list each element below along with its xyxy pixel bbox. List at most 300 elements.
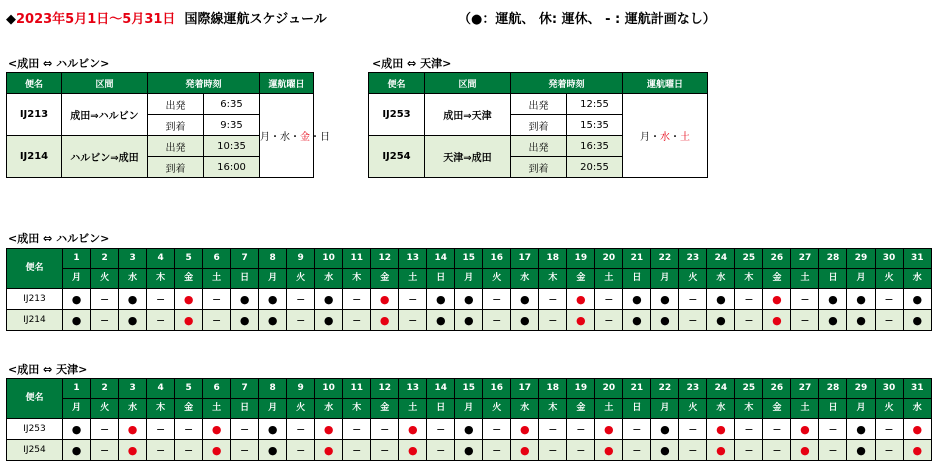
day-number: 25 (735, 379, 763, 399)
operating-dot-icon: ● (716, 313, 726, 327)
weekday: 金 (763, 399, 791, 419)
weekday: 金 (175, 399, 203, 419)
weekday: 木 (539, 399, 567, 419)
day-number: 24 (707, 379, 735, 399)
operating-dot-icon: ● (127, 422, 138, 436)
schedule-cell (623, 419, 651, 440)
schedule-cell (875, 289, 903, 310)
day-number: 23 (679, 379, 707, 399)
no-flight-dash: − (408, 313, 418, 327)
operating-dot-icon: ● (604, 443, 614, 457)
no-flight-dash: − (744, 443, 754, 457)
weekday: 火 (483, 269, 511, 289)
day-sep: ・ (670, 132, 681, 143)
weekday: 土 (791, 269, 819, 289)
day-number: 10 (315, 249, 343, 269)
schedule-cell (595, 310, 623, 331)
operating-dot-icon: ● (520, 292, 530, 306)
no-flight-dash: − (436, 443, 446, 457)
no-flight-dash: − (352, 443, 362, 457)
weekday: 木 (147, 269, 175, 289)
day-number: 22 (651, 249, 679, 269)
day-number: 31 (903, 379, 931, 399)
harbin-calendar-heading: <成田 ⇔ ハルビン> (8, 232, 110, 245)
weekday: 木 (735, 399, 763, 419)
schedule-cell (567, 289, 595, 310)
schedule-cell (287, 419, 315, 440)
no-flight-dash: − (155, 422, 166, 436)
weekday: 日 (231, 399, 259, 419)
no-flight-dash: − (352, 292, 362, 306)
operating-dot-icon: ● (435, 313, 446, 327)
weekday: 火 (875, 269, 903, 289)
schedule-cell (203, 289, 231, 310)
schedule-cell (511, 289, 539, 310)
no-flight-dash: − (884, 443, 894, 457)
dep-time: 12:55 (567, 94, 623, 115)
operating-dot-icon: ● (463, 292, 474, 306)
weekday: 火 (287, 399, 315, 419)
schedule-cell (875, 440, 903, 461)
no-flight-dash: − (352, 422, 362, 436)
schedule-cell (511, 310, 539, 331)
operating-dot-icon: ● (912, 292, 923, 306)
weekday: 木 (735, 269, 763, 289)
schedule-cell (567, 310, 595, 331)
weekday: 月 (847, 399, 875, 419)
schedule-cell (679, 440, 707, 461)
weekday: 土 (595, 269, 623, 289)
weekday: 水 (707, 269, 735, 289)
schedule-cell (399, 419, 427, 440)
no-flight-dash: − (212, 292, 222, 306)
schedule-cell (455, 289, 483, 310)
operating-dot-icon: ● (856, 313, 866, 327)
no-flight-dash: − (240, 422, 250, 436)
schedule-cell (651, 310, 679, 331)
weekday: 木 (343, 269, 371, 289)
operating-dot-icon: ● (407, 422, 418, 436)
operating-dot-icon: ● (576, 313, 586, 327)
schedule-cell (903, 310, 931, 331)
weekday: 水 (315, 269, 343, 289)
schedule-cell (707, 289, 735, 310)
col-section: 区間 (425, 73, 511, 94)
operating-dot-icon: ● (183, 313, 194, 327)
schedule-cell (427, 419, 455, 440)
weekday: 金 (175, 269, 203, 289)
col-times: 発着時刻 (511, 73, 623, 94)
schedule-cell (651, 440, 679, 461)
col-flight: 便名 (369, 73, 425, 94)
weekday: 火 (91, 269, 119, 289)
no-flight-dash: − (604, 292, 614, 306)
schedule-cell (623, 440, 651, 461)
tianjin-summary-heading: <成田 ⇔ 天津> (372, 57, 452, 70)
day-number: 12 (371, 249, 399, 269)
page-title (6, 8, 327, 27)
weekday: 土 (791, 399, 819, 419)
schedule-cell (343, 310, 371, 331)
day-number: 16 (483, 249, 511, 269)
day-number: 14 (427, 249, 455, 269)
day-number: 17 (511, 249, 539, 269)
weekday: 月 (259, 399, 287, 419)
operating-dot-icon: ● (660, 292, 670, 306)
schedule-cell (483, 440, 511, 461)
operating-dot-icon: ● (323, 292, 334, 306)
weekday: 火 (679, 269, 707, 289)
day-number: 10 (315, 379, 343, 399)
schedule-cell (343, 419, 371, 440)
schedule-cell (399, 440, 427, 461)
arr-time: 15:35 (567, 115, 623, 136)
weekday: 金 (567, 269, 595, 289)
operating-dot-icon: ● (800, 422, 810, 436)
no-flight-dash: − (744, 422, 754, 436)
legend-text: （●：運航、 休: 運休、 - : 運航計画なし） (458, 12, 716, 27)
schedule-cell (567, 440, 595, 461)
schedule-cell (343, 440, 371, 461)
no-flight-dash: − (828, 443, 838, 457)
weekday: 月 (259, 269, 287, 289)
schedule-cell (903, 440, 931, 461)
no-flight-dash: − (380, 443, 390, 457)
route: 天津⇒成田 (425, 136, 511, 178)
col-times: 発着時刻 (148, 73, 260, 94)
weekday: 火 (483, 399, 511, 419)
harbin-calendar-table (6, 248, 932, 331)
operating-dot-icon: ● (828, 292, 838, 306)
schedule-cell (455, 310, 483, 331)
route: 成田⇒天津 (425, 94, 511, 136)
day-number: 20 (595, 249, 623, 269)
operating-dot-icon: ● (660, 422, 670, 436)
no-flight-dash: − (828, 422, 838, 436)
schedule-cell (791, 289, 819, 310)
day-number: 3 (119, 249, 147, 269)
schedule-cell (903, 419, 931, 440)
schedule-cell (231, 310, 259, 331)
day-mon: 月 (640, 132, 651, 143)
schedule-cell (539, 419, 567, 440)
no-flight-dash: − (99, 313, 110, 327)
day-number: 8 (259, 249, 287, 269)
no-flight-dash: − (99, 292, 110, 306)
operating-dot-icon: ● (267, 443, 278, 457)
weekday: 金 (371, 269, 399, 289)
day-number: 2 (91, 379, 119, 399)
schedule-cell (287, 289, 315, 310)
weekday: 日 (819, 269, 847, 289)
operating-dot-icon: ● (71, 292, 82, 306)
schedule-cell (231, 419, 259, 440)
schedule-cell (259, 440, 287, 461)
day-number: 4 (147, 249, 175, 269)
day-number: 28 (819, 379, 847, 399)
weekday: 水 (707, 399, 735, 419)
day-number: 9 (287, 379, 315, 399)
operating-dot-icon: ● (828, 313, 838, 327)
no-flight-dash: − (492, 422, 502, 436)
dep-label: 出発 (511, 136, 567, 157)
day-number: 5 (175, 249, 203, 269)
weekday: 日 (231, 269, 259, 289)
operating-dot-icon: ● (127, 313, 138, 327)
day-number: 23 (679, 249, 707, 269)
operating-dot-icon: ● (239, 313, 250, 327)
no-flight-dash: − (576, 422, 586, 436)
schedule-cell (175, 440, 203, 461)
day-number: 13 (399, 379, 427, 399)
flight-number: IJ254 (369, 136, 425, 178)
weekday: 日 (819, 399, 847, 419)
flight-number: IJ254 (7, 440, 63, 461)
schedule-cell (539, 289, 567, 310)
schedule-cell (763, 419, 791, 440)
arr-label: 到着 (511, 115, 567, 136)
operating-dot-icon: ● (716, 443, 726, 457)
schedule-cell (707, 419, 735, 440)
day-number: 7 (231, 379, 259, 399)
weekday: 日 (623, 269, 651, 289)
schedule-cell (791, 440, 819, 461)
flight-number: IJ214 (7, 136, 62, 178)
schedule-cell (175, 419, 203, 440)
schedule-cell (875, 419, 903, 440)
day-sun: 日 (320, 132, 331, 143)
day-number: 21 (623, 249, 651, 269)
schedule-cell (175, 310, 203, 331)
weekday: 水 (511, 399, 539, 419)
operating-dot-icon: ● (211, 422, 222, 436)
harbin-summary-heading: <成田 ⇔ ハルビン> (8, 57, 110, 70)
day-number: 17 (511, 379, 539, 399)
day-number: 22 (651, 379, 679, 399)
schedule-cell (427, 289, 455, 310)
no-flight-dash: − (632, 422, 642, 436)
day-fri: 金 (300, 132, 311, 143)
harbin-summary-table (6, 72, 331, 178)
schedule-cell (427, 440, 455, 461)
schedule-cell (175, 289, 203, 310)
day-number: 15 (455, 249, 483, 269)
schedule-cell (91, 310, 119, 331)
schedule-cell (567, 419, 595, 440)
schedule-cell (707, 310, 735, 331)
schedule-cell (371, 289, 399, 310)
schedule-cell (735, 289, 763, 310)
weekday: 月 (847, 269, 875, 289)
tianjin-calendar-heading: <成田 ⇔ 天津> (8, 363, 88, 376)
day-number: 1 (63, 249, 91, 269)
no-flight-dash: − (632, 443, 642, 457)
table-row (7, 94, 314, 115)
weekday: 月 (651, 399, 679, 419)
day-sep: ・ (650, 132, 661, 143)
day-number: 12 (371, 379, 399, 399)
no-flight-dash: − (492, 313, 502, 327)
day-number: 1 (63, 379, 91, 399)
day-number: 29 (847, 379, 875, 399)
day-number: 31 (903, 249, 931, 269)
weekday: 月 (63, 269, 91, 289)
operating-dot-icon: ● (856, 422, 866, 436)
schedule-cell (119, 289, 147, 310)
schedule-cell (315, 419, 343, 440)
day-number: 4 (147, 379, 175, 399)
operating-dot-icon: ● (379, 292, 390, 306)
operating-dot-icon: ● (520, 313, 530, 327)
no-flight-dash: − (884, 292, 894, 306)
route: ハルビン⇒成田 (62, 136, 148, 178)
day-number: 27 (791, 249, 819, 269)
col-flight: 便名 (7, 249, 63, 289)
arr-time: 20:55 (567, 157, 623, 178)
no-flight-dash: − (408, 292, 418, 306)
schedule-cell (679, 310, 707, 331)
operating-dot-icon: ● (912, 313, 923, 327)
schedule-cell (63, 440, 91, 461)
operating-dot-icon: ● (127, 443, 138, 457)
schedule-cell (343, 289, 371, 310)
day-number: 26 (763, 249, 791, 269)
day-number: 24 (707, 249, 735, 269)
no-flight-dash: − (155, 443, 166, 457)
no-flight-dash: − (744, 313, 754, 327)
weekday: 水 (119, 269, 147, 289)
schedule-cell (119, 310, 147, 331)
schedule-cell (91, 419, 119, 440)
schedule-cell (147, 419, 175, 440)
schedule-cell (847, 440, 875, 461)
day-number: 18 (539, 249, 567, 269)
schedule-cell (595, 419, 623, 440)
day-number: 30 (875, 379, 903, 399)
operating-dot-icon: ● (856, 443, 866, 457)
operating-dot-icon: ● (716, 422, 726, 436)
day-number: 25 (735, 249, 763, 269)
weekday: 金 (567, 399, 595, 419)
schedule-cell (679, 419, 707, 440)
weekday: 水 (119, 399, 147, 419)
operating-dot-icon: ● (71, 443, 82, 457)
day-number: 30 (875, 249, 903, 269)
day-sep: ・ (270, 132, 281, 143)
no-flight-dash: − (184, 443, 194, 457)
schedule-cell (287, 440, 315, 461)
schedule-cell (455, 419, 483, 440)
weekday: 木 (539, 269, 567, 289)
schedule-cell (791, 310, 819, 331)
table-row (7, 419, 932, 440)
day-number: 19 (567, 379, 595, 399)
day-number: 19 (567, 249, 595, 269)
flight-number: IJ253 (7, 419, 63, 440)
day-number: 20 (595, 379, 623, 399)
operating-dot-icon: ● (856, 292, 866, 306)
schedule-cell (287, 310, 315, 331)
day-number: 27 (791, 379, 819, 399)
operating-dot-icon: ● (520, 422, 530, 436)
no-flight-dash: − (155, 313, 166, 327)
day-number: 2 (91, 249, 119, 269)
schedule-cell (679, 289, 707, 310)
table-row (369, 94, 708, 115)
day-mon: 月 (260, 132, 271, 143)
no-flight-dash: − (492, 443, 502, 457)
flight-number: IJ253 (369, 94, 425, 136)
operating-dot-icon: ● (632, 313, 642, 327)
schedule-cell (371, 419, 399, 440)
operating-dot-icon: ● (323, 313, 334, 327)
weekday: 日 (623, 399, 651, 419)
operating-dot-icon: ● (379, 313, 390, 327)
no-flight-dash: − (604, 313, 614, 327)
weekday: 土 (399, 399, 427, 419)
operating-dot-icon: ● (183, 292, 194, 306)
operating-dot-icon: ● (800, 443, 810, 457)
operating-dot-icon: ● (463, 443, 474, 457)
schedule-cell (147, 310, 175, 331)
schedule-cell (819, 419, 847, 440)
schedule-cell (763, 310, 791, 331)
schedule-cell (203, 310, 231, 331)
schedule-cell (875, 310, 903, 331)
schedule-cell (147, 440, 175, 461)
col-days: 運航曜日 (260, 73, 314, 94)
day-number: 6 (203, 249, 231, 269)
schedule-cell (119, 419, 147, 440)
schedule-cell (735, 419, 763, 440)
operating-dot-icon: ● (71, 422, 82, 436)
schedule-cell (483, 310, 511, 331)
arr-label: 到着 (148, 115, 204, 136)
weekday: 土 (203, 269, 231, 289)
weekday: 火 (875, 399, 903, 419)
weekday: 水 (511, 269, 539, 289)
weekday: 月 (651, 269, 679, 289)
no-flight-dash: − (884, 422, 894, 436)
operating-dot-icon: ● (267, 292, 278, 306)
schedule-cell (903, 289, 931, 310)
day-number: 26 (763, 379, 791, 399)
schedule-cell (539, 310, 567, 331)
operating-dot-icon: ● (463, 422, 474, 436)
schedule-cell (791, 419, 819, 440)
weekday: 水 (903, 269, 931, 289)
weekday: 木 (343, 399, 371, 419)
weekday: 金 (371, 399, 399, 419)
schedule-cell (259, 419, 287, 440)
operating-dot-icon: ● (576, 292, 586, 306)
no-flight-dash: − (884, 313, 894, 327)
no-flight-dash: − (240, 443, 250, 457)
schedule-cell (231, 289, 259, 310)
day-number: 11 (343, 249, 371, 269)
operating-days (623, 94, 708, 178)
arr-time: 16:00 (204, 157, 260, 178)
no-flight-dash: − (296, 292, 306, 306)
day-sat: 土 (680, 132, 691, 143)
dep-label: 出発 (511, 94, 567, 115)
operating-dot-icon: ● (660, 443, 670, 457)
day-number: 18 (539, 379, 567, 399)
arr-time: 9:35 (204, 115, 260, 136)
weekday: 月 (455, 399, 483, 419)
operating-dot-icon: ● (323, 422, 334, 436)
weekday: 月 (455, 269, 483, 289)
